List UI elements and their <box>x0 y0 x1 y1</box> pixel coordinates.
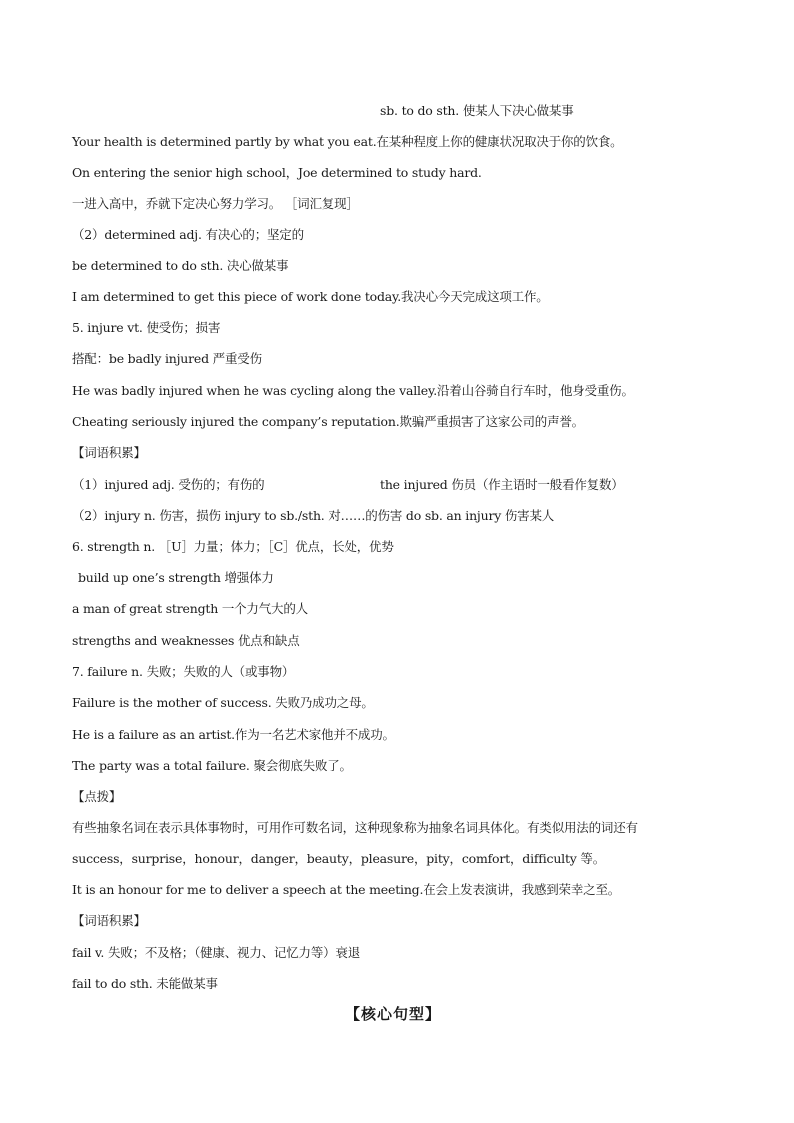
text-line: He is a failure as an artist.作为一名艺术家他并不成功。 <box>72 727 395 742</box>
section-heading: 【核心句型】 <box>345 1005 442 1023</box>
text-line: It is an honour for me to deliver a speech at the meeting.在会上发表演讲，我感到荣幸之至。 <box>72 882 621 897</box>
text-line: 一进入高中，乔就下定决心努力学习。 ［词汇复现］ <box>72 196 359 211</box>
text-line: （2）injury n. 伤害，损伤 injury to sb./sth. 对……的伤害 do sb. an injury 伤害某人 <box>72 508 555 523</box>
text-line: be determined to do sth. 决心做某事 <box>72 258 289 273</box>
text-line: 5. injure vt. 使受伤；损害 <box>72 320 221 335</box>
text-line: He was badly injured when he was cycling along the valley.沿着山谷骑自行车时，他身受重伤。 <box>72 383 634 398</box>
section-label: 【词语积累】 <box>72 445 146 460</box>
text-line: success，surprise，honour，danger，beauty，pleasure，pity，comfort，difficulty 等。 <box>72 851 606 866</box>
text-line: （2）determined adj. 有决心的；坚定的 <box>72 227 304 242</box>
text-line: On entering the senior high school，Joe determined to study hard. <box>72 165 482 180</box>
text-line: build up one’s strength 增强体力 <box>78 570 274 585</box>
text-line: 有些抽象名词在表示具体事物时，可用作可数名词，这种现象称为抽象名词具体化。有类似用法的词还有 <box>72 820 638 835</box>
text-line: fail v. 失败；不及格；（健康、视力、记忆力等）衰退 <box>72 945 361 960</box>
text-line: fail to do sth. 未能做某事 <box>72 976 218 991</box>
section-label: 【词语积累】 <box>72 913 146 928</box>
text-line: the injured 伤员（作主语时一般看作复数） <box>380 477 624 492</box>
text-line: （1）injured adj. 受伤的；有伤的 <box>72 477 265 492</box>
text-line: 7. failure n. 失败；失败的人（或事物） <box>72 664 295 679</box>
text-line: Failure is the mother of success. 失败乃成功之母。 <box>72 695 374 710</box>
section-label: 【点拨】 <box>72 789 122 804</box>
text-line: Cheating seriously injured the company’s reputation.欺骗严重损害了这家公司的声誉。 <box>72 414 584 429</box>
text-line: sb. to do sth. 使某人下决心做某事 <box>380 103 574 118</box>
text-line: a man of great strength 一个力气大的人 <box>72 601 308 616</box>
text-line: I am determined to get this piece of work done today.我决心今天完成这项工作。 <box>72 289 549 304</box>
text-line: 6. strength n. ［U］力量；体力；［C］优点，长处，优势 <box>72 539 394 554</box>
text-line: Your health is determined partly by what you eat.在某种程度上你的健康状况取决于你的饮食。 <box>72 134 623 149</box>
text-line: The party was a total failure. 聚会彻底失败了。 <box>72 758 352 773</box>
text-line: strengths and weaknesses 优点和缺点 <box>72 633 300 648</box>
text-line: 搭配：be badly injured 严重受伤 <box>72 351 262 366</box>
